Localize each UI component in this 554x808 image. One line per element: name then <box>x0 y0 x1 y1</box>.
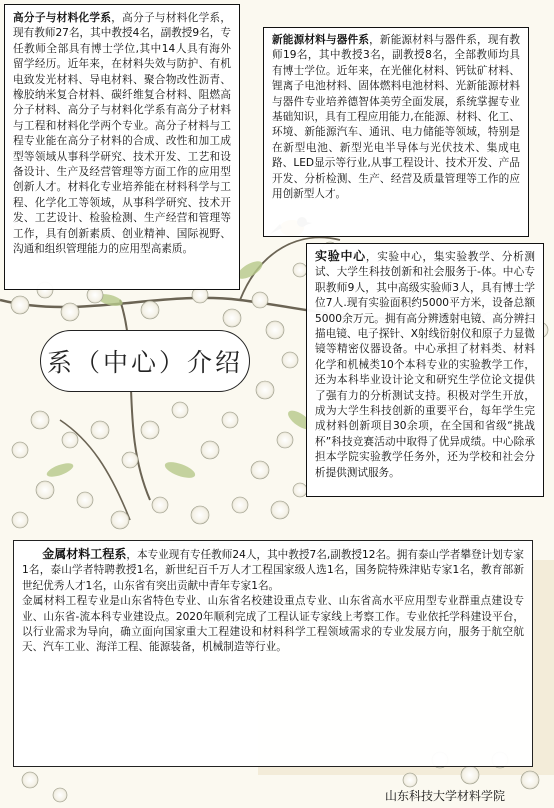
section-new-energy-materials <box>263 27 529 237</box>
section-text <box>272 33 520 202</box>
section-body: ，高分子与材料化学系，现有教师27名，其中教授4名，副教授9名，专任教师全部具有博士学位,其中14人具有海外留学经历。近年来，在材料失效与防护、有机电致发光材料、导电材料、聚合物改性沥青、橡胶纳米复合材料、碳纤维复合材料、阻燃高分子材料、高分子与材料化学系有高分子材料与工程和材料化学两个专业。高分子材料与工程专业能在高分子材料的合成、改性和加工成型等领域从事科学研究、技术开发、工艺和设备设计、生产及经营管理等方面工作的应用型创新人才。材料化专业培养能在材料科学与工程、化学化工等领域，从事科学研究、技术开发、工艺设计、检验检测、生产经营和管理等工作，具有创新素质、创业精神、国际视野、沟通和组织管理能力的应用型高素质。 <box>13 12 232 256</box>
section-heading: 金属材料工程系 <box>42 547 127 561</box>
section-text <box>13 11 231 258</box>
section-heading: 实验中心 <box>315 249 366 263</box>
section-body: ，实验中心，集实验教学、分析测试、大学生科技创新和社会服务于-体。中心专职教师9人，其中高级实验师3人，具有博士学位7人.现有实验面积约5000平方米，设备总额5000余万元。拥有高分辨透射电镜、高分辨扫描电镜、电子探针、X射线衍射仪和原子力显微镜等精密仪器设备。中心承担了材料类、材料化学和机械类10个本科专业的实验教学工作，还为本科毕业设计论文和研究生学位论文提供了强有力的分析测试支持。积极对学生开放，成为大学生科技创新的重要平台，每年学生完成材料创新项目30余项，在全国和省级“挑战杯”科技竞赛活动中取得了优异成绩。中心除承担本学院实验教学任务外，还为学校和社会分析提供测试服务。 <box>315 251 535 479</box>
section-text <box>315 249 535 481</box>
section-body-second-paragraph: 金属材料工程专业是山东省特色专业、山东省名校建设重点专业、山东省高水平应用型专业群重点建设专业、山东省-流本科专业建设点。2020年顺利完成了工程认证专家线上考察工作。专业依托学科建设平台，以行业需求为导向，确立面向国家重大工程建设和材料科学工程领域需求的专业发展方向，服务于航空航天、汽车工业、海洋工程、能源装备，机械制造等行业。 <box>22 595 524 654</box>
center-title-badge: 系（中心）介绍 <box>40 330 250 392</box>
section-experiment-center <box>306 243 544 497</box>
section-text <box>22 547 524 594</box>
section-metal-materials-engineering <box>13 540 533 767</box>
section-body: ，新能源材料与器件系，现有教师19名，其中教授3名，副教授8名，全部教师均具有博士学位。近年来，在光催化材料、钙钛矿材料、锂离子电池材料、固体燃料电池材料、光新能源材料与器件专业培养德智体美劳全面发展，系统掌握专业基础知识，具有工程应用能力,在能源、材料、化工、环境、新能源汽车、通讯、电力储能等领域，特别是在新型电池、新型光电半导体与光伏技术、集成电路、LED显示等行业,从事工程设计、技术开发、产品开发、分析检测、生产、经营及质量管理等工作的应用创新型人才。 <box>272 34 521 201</box>
footer-school-name: 山东科技大学材料学院 <box>385 789 506 803</box>
section-heading: 高分子与材料化学系 <box>13 12 112 24</box>
section-polymer-materials-chemistry <box>4 4 240 290</box>
section-body: ，本专业现有专任教师24人，其中教授7名,副教授12名。拥有泰山学者攀登计划专家1名，泰山学者特聘教授1名，新世纪百千万人才工程国家级人选1名，国务院特殊津贴专家1名，教育部新世纪优秀人才1名，山东省有突出贡献中青年专家1名。 <box>22 549 524 592</box>
section-heading: 新能源材料与器件系 <box>272 34 370 46</box>
